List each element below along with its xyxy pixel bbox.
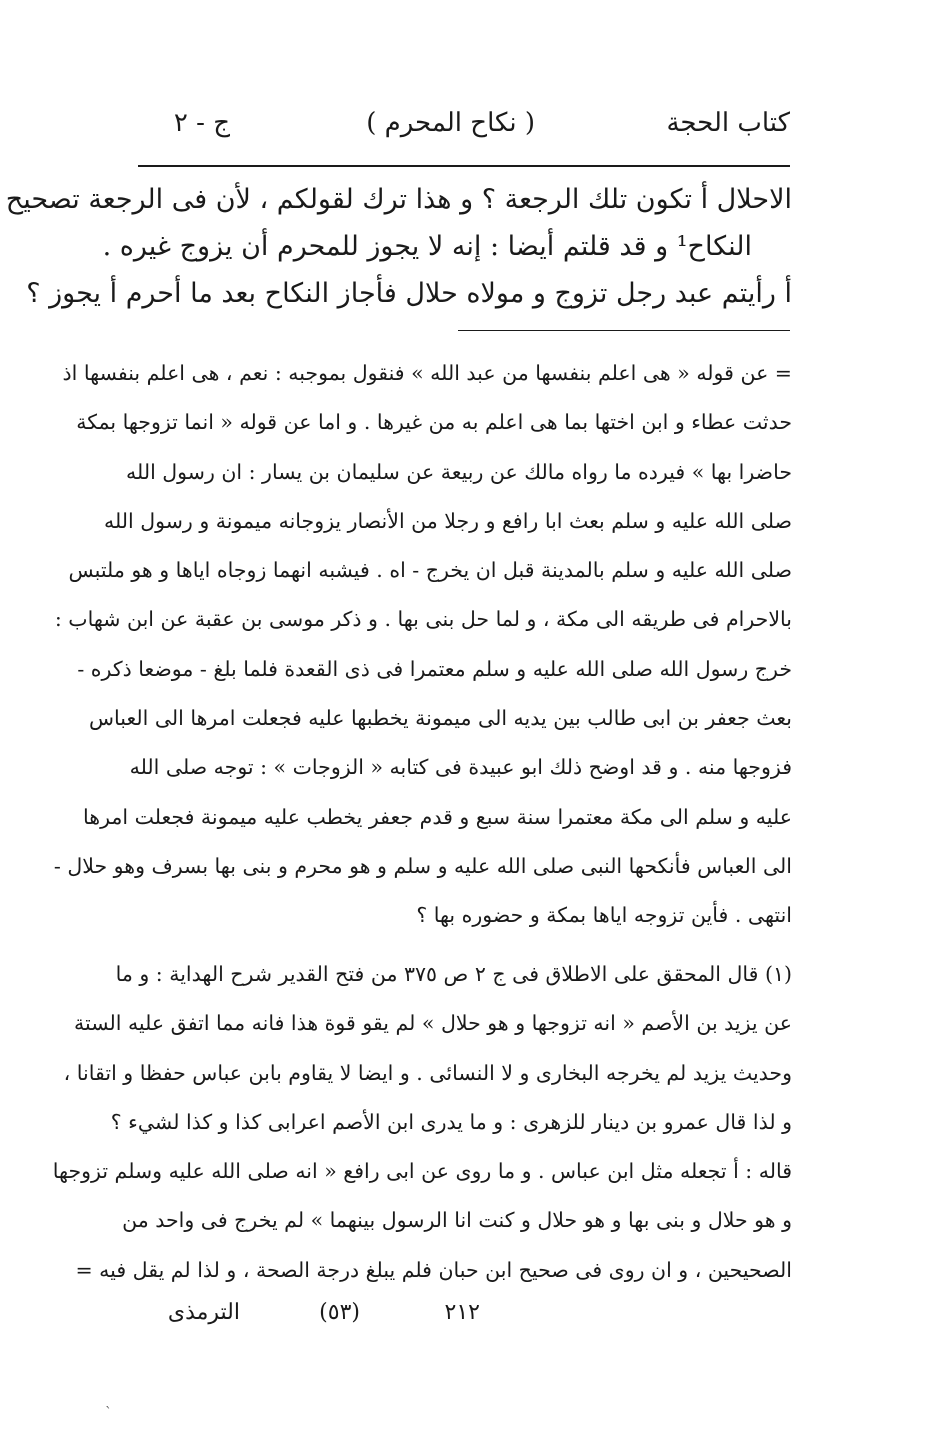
footnote-line: (١) قال المحقق على الاطلاق فى ج ٢ ص ٣٧٥ من فتح القدير شرح الهداية : و ما bbox=[115, 962, 792, 986]
header-divider bbox=[138, 165, 790, 167]
scan-mark: ` bbox=[105, 1405, 112, 1421]
footnote-line: الصحيحين ، و ان روى فى صحيح ابن حبان فلم يبلغ درجة الصحة ، و لذا لم يقل فيه = bbox=[75, 1257, 792, 1282]
footnote-line: صلى الله عليه و سلم بالمدينة قبل ان يخرج - اه . فيشبه انهما زوجاه اياها و هو ملتبس bbox=[68, 558, 792, 583]
footnote-line: خرج رسول الله صلى الله عليه و سلم معتمرا فى ذى القعدة فلما بلغ - موضعا ذكره - bbox=[77, 656, 792, 681]
footnote-line: = عن قوله « هى اعلم بنفسها من عبد الله » فنقول بموجبه : نعم ، هى اعلم بنفسها اذ bbox=[62, 361, 792, 385]
footnote-line: انتهى . فأين تزوجه اياها بمكة و حضوره بها ؟ bbox=[416, 903, 792, 928]
footnote-1 bbox=[52, 950, 792, 1295]
footnote-line: صلى الله عليه و سلم بعث ابا رافع و رجلا من الأنصار يزوجانه ميمونة و رسول الله bbox=[104, 508, 792, 533]
footnote-line: الى العباس فأنكحها النبى صلى الله عليه و سلم و هو محرم و بنى بها بسرف وهو حلال - bbox=[53, 853, 792, 878]
footnote-line: فزوجها منه . و قد اوضح ذلك ابو عبيدة فى كتابه « الزوجات » : توجه صلى الله bbox=[129, 755, 792, 780]
chapter-title: ( نكاح المحرم ) bbox=[366, 108, 535, 138]
main-line: الاحلال أ تكون تلك الرجعة ؟ و هذا ترك لقولكم ، لأن فى الرجعة تصحيح bbox=[5, 184, 792, 215]
footnote-divider bbox=[458, 330, 790, 331]
footnote-line: وحديث يزيد لم يخرجه البخارى و لا النسائى . و ايضا لا يقاوم بابن عباس حفظا و اتقانا ، bbox=[63, 1060, 792, 1085]
footnote-continuation bbox=[53, 349, 792, 941]
page-footer bbox=[140, 1300, 760, 1340]
volume-label: ج - ٢ bbox=[173, 108, 230, 138]
footnote-line: بالاحرام فى طريقه الى مكة ، و لما حل بنى بها . و ذكر موسى بن عقبة عن ابن شهاب : bbox=[54, 607, 792, 632]
footnote-line: عليه و سلم الى مكة معتمرا سنة سبع و قدم جعفر يخطب عليه ميمونة فجعلت امرها bbox=[83, 804, 792, 829]
footnote-line: عن يزيد بن الأصم « انه تزوجها و هو حلال » لم يقو قوة هذا فانه مما اتفق عليه الستة bbox=[74, 1011, 792, 1036]
main-line: أ رأيتم عبد رجل تزوج و مولاه حلال فأجاز النكاح بعد ما أحرم أ يجوز ؟ bbox=[26, 278, 792, 309]
footnote-line: حاضرا بها » فيرده ما رواه مالك عن ربيعة عن سليمان بن يسار : ان رسول الله bbox=[126, 459, 792, 484]
footnote-line: بعث جعفر بن ابى طالب بين يديه الى ميمونة يخطبها عليه فجعلت امرها الى العباس bbox=[89, 706, 792, 731]
footnote-line: و لذا قال عمرو بن دينار للزهرى : و ما يدرى ابن الأصم اعرابى كذا و كذا لشيء ؟ bbox=[110, 1109, 792, 1134]
main-text bbox=[5, 176, 792, 317]
footnote-line: و هو حلال و بنى بها و هو حلال و كنت انا الرسول بينهما » لم يخرج فى واحد من bbox=[122, 1208, 792, 1233]
footnote-line: حدثت عطاء و ابن اختها بما هى اعلم به من غيرها . و اما عن قوله « انما تزوجها بمكة bbox=[76, 410, 792, 435]
page-number: ٢١٢ bbox=[444, 1300, 480, 1325]
main-line: النكاح¹ و قد قلتم أيضا : إنه لا يجوز للمحرم أن يزوج غيره . bbox=[102, 231, 752, 262]
footer-name: الترمذى bbox=[167, 1300, 240, 1325]
page-header bbox=[140, 108, 790, 158]
footnote-line: قاله : أ تجعله مثل ابن عباس . و ما روى عن ابى رافع « انه صلى الله عليه وسلم تزوجها bbox=[52, 1159, 792, 1184]
signature-mark: (٥٣) bbox=[319, 1300, 360, 1325]
book-title: كتاب الحجة bbox=[666, 108, 790, 138]
